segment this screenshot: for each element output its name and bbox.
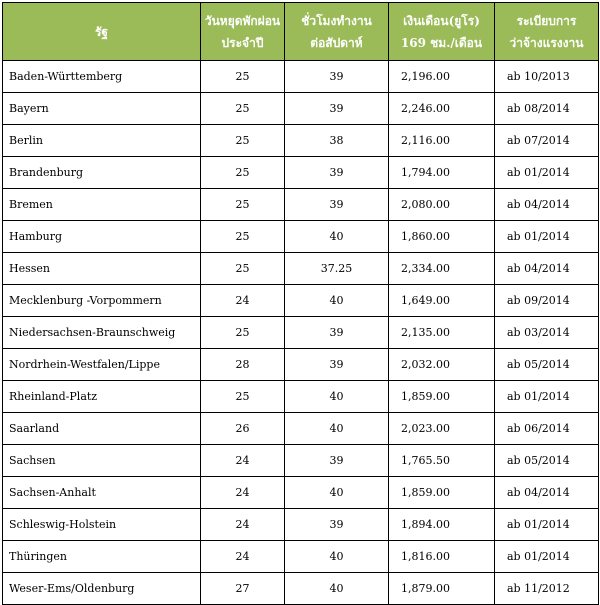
cell-state: Mecklenburg -Vorpommern — [3, 285, 201, 317]
cell-salary: 2,135.00 — [389, 317, 495, 349]
cell-state: Berlin — [3, 125, 201, 157]
cell-hours: 40 — [285, 573, 389, 605]
cell-hours: 40 — [285, 221, 389, 253]
cell-hours: 40 — [285, 285, 389, 317]
cell-salary: 2,246.00 — [389, 93, 495, 125]
cell-hours: 39 — [285, 189, 389, 221]
header-hours-line2: ต่อสัปดาห์ — [310, 35, 363, 50]
cell-salary: 2,080.00 — [389, 189, 495, 221]
table-row — [3, 125, 599, 157]
header-hours-line1: ชั่วโมงทำงาน — [301, 13, 372, 28]
cell-state: Nordrhein-Westfalen/Lippe — [3, 349, 201, 381]
cell-hours: 37.25 — [285, 253, 389, 285]
cell-regulation: ab 05/2014 — [495, 445, 599, 477]
table-row — [3, 285, 599, 317]
cell-state: Niedersachsen-Braunschweig — [3, 317, 201, 349]
cell-regulation: ab 01/2014 — [495, 381, 599, 413]
cell-regulation: ab 06/2014 — [495, 413, 599, 445]
cell-salary: 2,032.00 — [389, 349, 495, 381]
cell-salary: 1,765.50 — [389, 445, 495, 477]
cell-state: Bremen — [3, 189, 201, 221]
cell-state: Brandenburg — [3, 157, 201, 189]
cell-salary: 1,859.00 — [389, 381, 495, 413]
table-row — [3, 381, 599, 413]
cell-hours: 39 — [285, 509, 389, 541]
cell-state: Hamburg — [3, 221, 201, 253]
cell-regulation: ab 11/2012 — [495, 573, 599, 605]
header-holidays-line2: ประจำปี — [221, 35, 264, 50]
table-row — [3, 93, 599, 125]
cell-hours: 39 — [285, 157, 389, 189]
cell-holidays: 26 — [201, 413, 285, 445]
cell-salary: 1,860.00 — [389, 221, 495, 253]
header-row — [3, 3, 599, 61]
cell-holidays: 25 — [201, 317, 285, 349]
cell-state: Rheinland-Platz — [3, 381, 201, 413]
header-state — [3, 3, 201, 61]
cell-salary: 1,879.00 — [389, 573, 495, 605]
header-holidays — [201, 3, 285, 61]
cell-salary: 2,196.00 — [389, 61, 495, 93]
cell-holidays: 24 — [201, 285, 285, 317]
cell-holidays: 25 — [201, 221, 285, 253]
cell-holidays: 25 — [201, 157, 285, 189]
cell-salary: 1,794.00 — [389, 157, 495, 189]
table-row — [3, 317, 599, 349]
table-row — [3, 189, 599, 221]
cell-salary: 1,816.00 — [389, 541, 495, 573]
cell-regulation: ab 04/2014 — [495, 253, 599, 285]
cell-state: Sachsen-Anhalt — [3, 477, 201, 509]
wage-table — [2, 2, 599, 605]
cell-hours: 40 — [285, 413, 389, 445]
cell-hours: 38 — [285, 125, 389, 157]
cell-hours: 39 — [285, 61, 389, 93]
cell-regulation: ab 07/2014 — [495, 125, 599, 157]
cell-regulation: ab 01/2014 — [495, 221, 599, 253]
header-holidays-line1: วันหยุดพักผ่อน — [204, 13, 281, 28]
cell-hours: 40 — [285, 477, 389, 509]
header-regulation-line1: ระเบียบการ — [516, 13, 577, 28]
cell-holidays: 24 — [201, 509, 285, 541]
header-regulation-line2: ว่าจ้างแรงงาน — [509, 35, 584, 50]
cell-regulation: ab 09/2014 — [495, 285, 599, 317]
cell-salary: 2,116.00 — [389, 125, 495, 157]
table-row — [3, 477, 599, 509]
cell-regulation: ab 01/2014 — [495, 509, 599, 541]
cell-salary: 2,023.00 — [389, 413, 495, 445]
cell-state: Hessen — [3, 253, 201, 285]
cell-salary: 1,859.00 — [389, 477, 495, 509]
cell-hours: 40 — [285, 541, 389, 573]
header-salary-line1: เงินเดือน(ยูโร) — [403, 13, 480, 28]
cell-hours: 39 — [285, 445, 389, 477]
cell-salary: 1,894.00 — [389, 509, 495, 541]
cell-hours: 40 — [285, 381, 389, 413]
header-regulation — [495, 3, 599, 61]
cell-holidays: 25 — [201, 253, 285, 285]
table-header — [3, 3, 599, 61]
cell-state: Weser-Ems/Oldenburg — [3, 573, 201, 605]
cell-regulation: ab 08/2014 — [495, 93, 599, 125]
cell-hours: 39 — [285, 93, 389, 125]
cell-state: Bayern — [3, 93, 201, 125]
table-row — [3, 509, 599, 541]
table-row — [3, 349, 599, 381]
cell-hours: 39 — [285, 349, 389, 381]
header-salary-line2: 169 ชม./เดือน — [400, 35, 483, 50]
table-row — [3, 221, 599, 253]
cell-regulation: ab 05/2014 — [495, 349, 599, 381]
cell-holidays: 25 — [201, 381, 285, 413]
table-row — [3, 157, 599, 189]
cell-holidays: 25 — [201, 125, 285, 157]
table-row — [3, 445, 599, 477]
cell-holidays: 25 — [201, 189, 285, 221]
cell-hours: 39 — [285, 317, 389, 349]
cell-regulation: ab 01/2014 — [495, 541, 599, 573]
cell-regulation: ab 01/2014 — [495, 157, 599, 189]
cell-state: Thüringen — [3, 541, 201, 573]
cell-holidays: 24 — [201, 477, 285, 509]
header-salary — [389, 3, 495, 61]
cell-holidays: 25 — [201, 93, 285, 125]
table-row — [3, 61, 599, 93]
cell-state: Sachsen — [3, 445, 201, 477]
table-body — [3, 61, 599, 605]
cell-holidays: 25 — [201, 61, 285, 93]
table-row — [3, 413, 599, 445]
cell-regulation: ab 03/2014 — [495, 317, 599, 349]
table-row — [3, 253, 599, 285]
cell-state: Saarland — [3, 413, 201, 445]
cell-salary: 2,334.00 — [389, 253, 495, 285]
cell-holidays: 27 — [201, 573, 285, 605]
cell-regulation: ab 04/2014 — [495, 477, 599, 509]
cell-holidays: 28 — [201, 349, 285, 381]
cell-holidays: 24 — [201, 541, 285, 573]
header-hours — [285, 3, 389, 61]
cell-state: Schleswig-Holstein — [3, 509, 201, 541]
cell-regulation: ab 10/2013 — [495, 61, 599, 93]
cell-regulation: ab 04/2014 — [495, 189, 599, 221]
header-state-label: รัฐ — [94, 24, 109, 39]
cell-state: Baden-Württemberg — [3, 61, 201, 93]
cell-holidays: 24 — [201, 445, 285, 477]
cell-salary: 1,649.00 — [389, 285, 495, 317]
table-row — [3, 541, 599, 573]
